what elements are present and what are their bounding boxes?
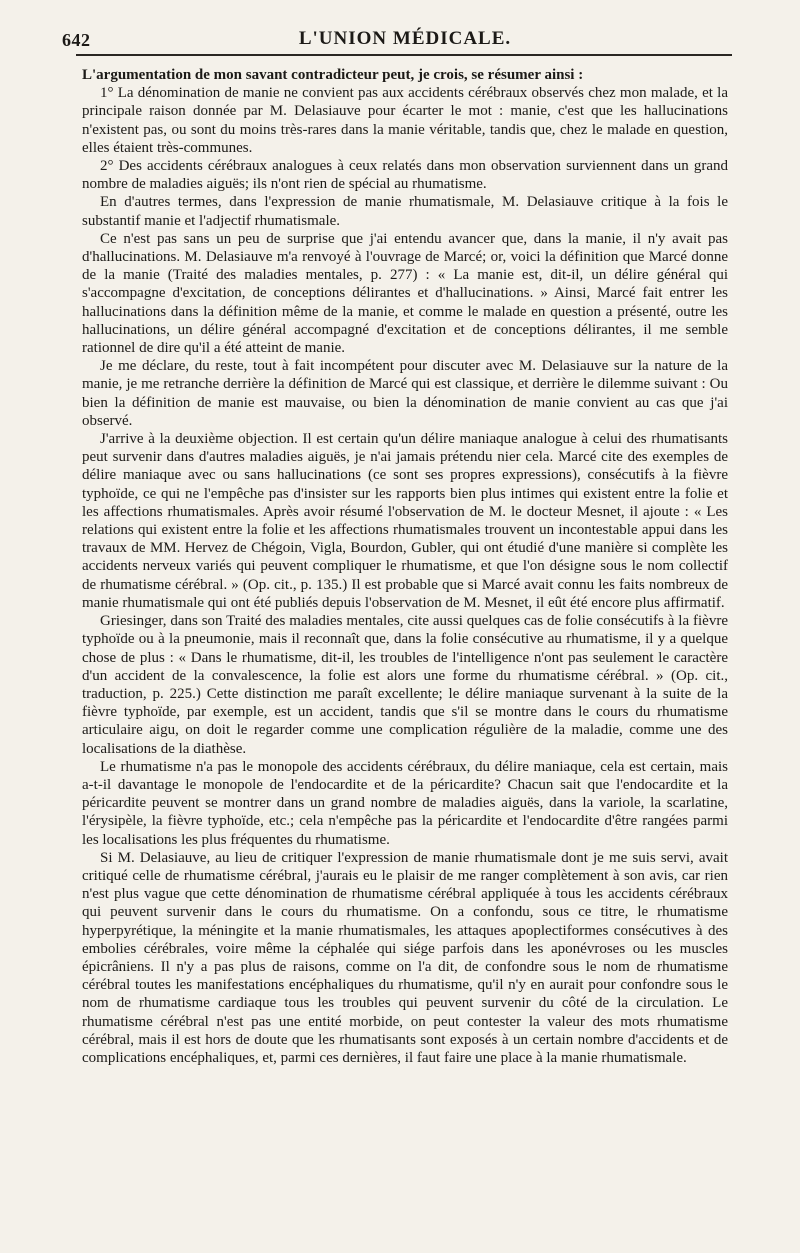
paragraph: Griesinger, dans son Traité des maladies mentales, cite aussi quelques cas de folie consécutifs à la fièvre typhoïde ou à la pneumonie, mais il reconnaît que, dans la folie consécutive au rhumatisme, il y a quelque chose de plus : « Dans le rhumatisme, dit-il, les troubles de l'intelligence n'ont pas seulement le caractère d'un accident de la convalescence, la folie est alors une forme du rhumatisme cérébral. » (Op. cit., traduction, p. 225.) Cette distinction me paraît excellente; le délire maniaque survenant à la suite de la fièvre typhoïde, par exemple, est un accident, tandis que s'il se montre dans le cours du rhumatisme articulaire aigu, on doit le regarder comme une complication régulière de la maladie, comme une des localisations de la diathèse. — [82, 613, 728, 757]
header-rule — [76, 54, 732, 56]
paragraph: Le rhumatisme n'a pas le monopole des accidents cérébraux, du délire maniaque, cela est certain, mais a-t-il davantage le monopole de l'endocardite et de la péricardite? Chacun sait que l'endocardite et la péricardite peuvent se montrer dans un grand nombre de maladies aiguës, dans la variole, la scarlatine, l'érysipèle, la fièvre typhoïde, etc.; cela n'empêche pas la péricardite et l'endocardite d'être rangées parmi les localisations les plus fréquentes du rhumatisme. — [82, 758, 728, 848]
paragraph: J'arrive à la deuxième objection. Il est certain qu'un délire maniaque analogue à celui des rhumatisants peut survenir dans d'autres maladies aiguës, je n'ai jamais prétendu nier cela. Marcé cite des exemples de délire maniaque avec ou sans hallucinations (ce sont ses propres expressions), consécutifs à la fièvre typhoïde, ce qui ne l'empêche pas d'insister sur les rapports bien plus intimes qui existent entre la folie et les affections rhumatismales. Après avoir résumé l'observation de M. le docteur Mesnet, il ajoute : « Les relations qui existent entre la folie et les affections rhumatismales trouvent un incontestable appui dans les travaux de MM. Hervez de Chégoin, Vigla, Bourdon, Gubler, qui ont étudié d'une manière si complète les accidents nerveux variés qui peuvent compliquer le rhumatisme, et que l'on désigne sous le nom collectif de rhumatisme cérébral. » (Op. cit., p. 135.) Il est probable que si Marcé avait connu les faits nombreux de manie rhumatismale qui ont été publiés depuis l'observation de M. Mesnet, il eût été encore plus affirmatif. — [82, 431, 728, 611]
page-number: 642 — [62, 30, 91, 50]
paragraph: En d'autres termes, dans l'expression de manie rhumatismale, M. Delasiauve critique à la fois le substantif manie et l'adjectif rhumatismale. — [82, 194, 728, 229]
paragraph: Si M. Delasiauve, au lieu de critiquer l'expression de manie rhumatismale dont je me suis servi, avait critiqué celle de rhumatisme cérébral, j'aurais eu le plaisir de me ranger complètement à son avis, car rien n'est plus vague que cette dénomination de rhumatisme cérébral appliquée à tous les accidents cérébraux qui peuvent survenir dans le cours du rhumatisme. On a confondu, sous ce titre, le rhumatisme hyperpyrétique, la méningite et la manie rhumatismales, les attaques apoplectiformes consécutives à des embolies cérébrales, voire même la céphalée qui siége parfois dans les aponévroses ou les muscles épicrâniens. Il n'y a pas plus de raisons, comme on l'a dit, de confondre sous le nom de rhumatisme cérébral toutes les manifestations encéphaliques du rhumatisme, qu'il n'y en aurait pour confondre sous le nom de rhumatisme cardiaque tous les troubles qui peuvent survenir du côté de la circulation. Le rhumatisme cérébral n'est pas une entité morbide, on peut contester la valeur des mots rhumatisme cérébral, mais il est hors de doute que les rhumatisants sont exposés à un certain nombre d'accidents et de complications encéphaliques, et, parmi ces dernières, il faut faire une place à la manie rhumatismale. — [82, 849, 728, 1066]
article-body — [82, 66, 728, 1067]
running-title: L'UNION MÉDICALE. — [298, 28, 512, 49]
paragraph-intro: L'argumentation de mon savant contradicteur peut, je crois, se résumer ainsi : — [82, 67, 584, 83]
paragraph: Ce n'est pas sans un peu de surprise que j'ai entendu avancer que, dans la manie, il n'y avait pas d'hallucinations. M. Delasiauve m'a renvoyé à l'ouvrage de Marcé; or, voici la définition que Marcé donne de la manie (Traité des maladies mentales, p. 277) : « La manie est, dit-il, un délire général qui s'accompagne d'excitation, de conceptions délirantes et d'hallucinations. » Ainsi, Marcé fait entrer les hallucinations dans la définition même de la manie, et comme le malade en question a présenté, outre les hallucinations, un délire général accompagné d'excitation et de conceptions délirantes, il me semble rationnel de dire qu'il a été atteint de manie. — [82, 230, 728, 357]
paragraph: Je me déclare, du reste, tout à fait incompétent pour discuter avec M. Delasiauve sur la nature de la manie, je me retranche derrière la définition de Marcé qui est classique, et derrière le dilemme suivant : Ou bien la définition de manie est mauvaise, ou bien la dénomination de manie convient au cas que j'ai observé. — [82, 358, 728, 429]
page-header — [62, 28, 728, 54]
paragraph-objection-1: 1° La dénomination de manie ne convient pas aux accidents cérébraux observés chez mon malade, et la principale raison donnée par M. Delasiauve pour écarter le mot : manie, c'est que les hallucinations n'existent pas, ou sont du moins très-rares dans la manie véritable, tandis que, chez le malade en question, elles étaient très-communes. — [82, 85, 728, 156]
paragraph-objection-2: 2° Des accidents cérébraux analogues à ceux relatés dans mon observation surviennent dans un grand nombre de maladies aiguës; ils n'ont rien de spécial au rhumatisme. — [82, 158, 728, 193]
